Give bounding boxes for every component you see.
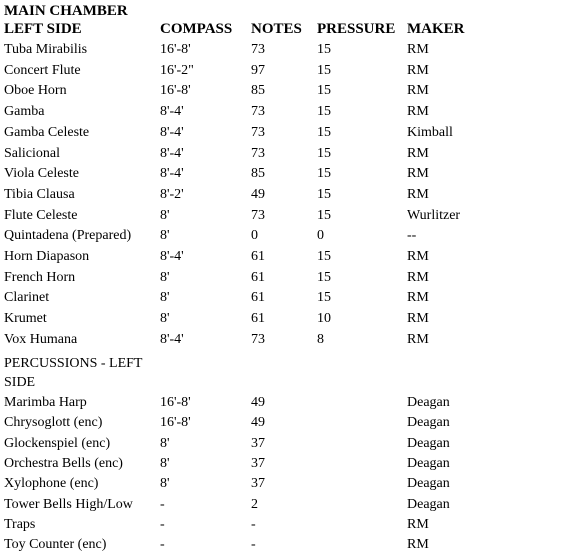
rank-compass: 16'-8' <box>160 395 191 410</box>
rank-name: Clarinet <box>4 290 50 306</box>
rank-notes: 37 <box>251 455 265 471</box>
table-row <box>0 247 576 267</box>
rank-compass: 8' <box>160 311 170 327</box>
rank-notes: 73 <box>251 124 265 140</box>
rank-compass: 8' <box>160 207 170 223</box>
table-row <box>0 102 576 122</box>
rank-maker: RM <box>407 290 429 306</box>
rank-name: Oboe Horn <box>4 83 67 99</box>
table-row <box>0 61 576 81</box>
compass-header: COMPASS <box>160 21 233 37</box>
pressure-header: PRESSURE <box>317 21 396 37</box>
rank-notes: 73 <box>251 42 265 57</box>
rank-maker: -- <box>407 228 417 244</box>
rank-compass: 8'-2' <box>160 186 184 202</box>
table-row <box>0 474 576 494</box>
rank-pressure: 0 <box>317 228 324 244</box>
rank-compass: 8' <box>160 455 170 471</box>
rank-maker: RM <box>407 83 429 99</box>
rank-notes: 85 <box>251 83 265 99</box>
table-row <box>0 185 576 205</box>
rank-notes: 73 <box>251 331 265 347</box>
table-row <box>0 206 576 226</box>
rank-name: Krumet <box>4 311 47 327</box>
rank-notes: 37 <box>251 476 265 492</box>
rank-pressure: 15 <box>317 186 331 202</box>
rank-notes: 2 <box>251 496 258 512</box>
rank-compass: 16'-8' <box>160 42 191 57</box>
table-row <box>0 515 576 535</box>
rank-pressure: 15 <box>317 124 331 140</box>
rank-pressure: 15 <box>317 62 331 78</box>
rank-name: Tower Bells High/Low <box>4 496 133 512</box>
chamber-title: MAIN CHAMBER <box>4 3 128 19</box>
rank-notes: 49 <box>251 415 265 431</box>
rank-pressure: 15 <box>317 290 331 306</box>
rank-maker: Deagan <box>407 435 450 451</box>
table-row <box>0 454 576 474</box>
rank-compass: 8'-4' <box>160 124 184 140</box>
rank-pressure: 15 <box>317 166 331 182</box>
rank-maker: Deagan <box>407 395 450 410</box>
rank-notes: 49 <box>251 186 265 202</box>
table-row <box>0 123 576 143</box>
rank-notes: 73 <box>251 104 265 120</box>
rank-name: Toy Counter (enc) <box>4 537 107 553</box>
rank-compass: 8' <box>160 435 170 451</box>
rank-name: Concert Flute <box>4 62 81 78</box>
rank-pressure: 15 <box>317 83 331 99</box>
rank-maker: RM <box>407 249 429 264</box>
table-row <box>0 535 576 555</box>
table-row <box>0 288 576 308</box>
table-row <box>0 434 576 454</box>
rank-name: Flute Celeste <box>4 207 78 223</box>
rank-maker: RM <box>407 311 429 327</box>
rank-name: Viola Celeste <box>4 166 79 182</box>
rank-compass: - <box>160 537 165 553</box>
rank-name: Chrysoglott (enc) <box>4 415 103 431</box>
rank-maker: Deagan <box>407 496 450 512</box>
table-row <box>0 495 576 515</box>
rank-name: Tibia Clausa <box>4 186 75 202</box>
table-row <box>0 81 576 101</box>
rank-compass: 8' <box>160 476 170 492</box>
table-row <box>0 144 576 164</box>
rank-notes: 97 <box>251 62 265 78</box>
rank-maker: RM <box>407 62 429 78</box>
rank-name: Gamba <box>4 104 45 120</box>
rank-maker: RM <box>407 269 429 285</box>
rank-maker: Deagan <box>407 455 450 471</box>
rank-pressure: 15 <box>317 249 331 264</box>
rank-maker: Wurlitzer <box>407 207 461 223</box>
rank-compass: - <box>160 516 165 532</box>
rank-notes: 61 <box>251 311 265 327</box>
table-row <box>0 268 576 288</box>
rank-maker: Kimball <box>407 124 453 140</box>
rank-maker: RM <box>407 145 429 161</box>
table-row <box>0 393 576 413</box>
rank-name: Orchestra Bells (enc) <box>4 455 123 471</box>
rank-name: Tuba Mirabilis <box>4 42 88 57</box>
table-row <box>0 226 576 246</box>
rank-pressure: 15 <box>317 104 331 120</box>
notes-header: NOTES <box>251 21 302 37</box>
rank-notes: 73 <box>251 145 265 161</box>
rank-maker: Deagan <box>407 476 450 492</box>
maker-header: MAKER <box>407 21 465 37</box>
table-row <box>0 40 576 60</box>
rank-compass: 16'-2" <box>160 62 194 78</box>
rank-name: Traps <box>4 516 36 532</box>
rank-maker: RM <box>407 104 429 120</box>
table-row <box>0 413 576 433</box>
rank-pressure: 15 <box>317 145 331 161</box>
rank-notes: 85 <box>251 166 265 182</box>
rank-name: Xylophone (enc) <box>4 476 99 492</box>
rank-pressure: 8 <box>317 331 324 347</box>
rank-compass: 16'-8' <box>160 83 191 99</box>
rank-maker: RM <box>407 537 429 553</box>
rank-pressure: 15 <box>317 207 331 223</box>
rank-notes: - <box>251 516 256 532</box>
rank-notes: 37 <box>251 435 265 451</box>
rank-pressure: 15 <box>317 42 331 57</box>
rank-compass: 8'-4' <box>160 145 184 161</box>
rank-maker: Deagan <box>407 415 450 431</box>
rank-compass: 8' <box>160 228 170 244</box>
rank-name: Quintadena (Prepared) <box>4 228 132 244</box>
rank-maker: RM <box>407 42 429 57</box>
rank-compass: 8'-4' <box>160 249 184 264</box>
rank-name: Gamba Celeste <box>4 124 90 140</box>
rank-compass: 8'-4' <box>160 166 184 182</box>
rank-name: Glockenspiel (enc) <box>4 435 111 451</box>
rank-notes: 61 <box>251 290 265 306</box>
percussions-heading: PERCUSSIONS - LEFT SIDE <box>4 356 143 390</box>
table-row <box>0 309 576 329</box>
rank-compass: 8' <box>160 269 170 285</box>
rank-notes: 73 <box>251 207 265 223</box>
rank-notes: - <box>251 537 256 553</box>
rank-maker: RM <box>407 331 429 347</box>
rank-notes: 61 <box>251 249 265 264</box>
rank-name: Marimba Harp <box>4 395 87 410</box>
rank-notes: 61 <box>251 269 265 285</box>
rank-maker: RM <box>407 516 429 532</box>
rank-name: French Horn <box>4 269 76 285</box>
rank-compass: 16'-8' <box>160 415 191 431</box>
rank-notes: 0 <box>251 228 258 244</box>
rank-name: Salicional <box>4 145 60 161</box>
rank-maker: RM <box>407 186 429 202</box>
side-header: LEFT SIDE <box>4 21 82 37</box>
rank-pressure: 10 <box>317 311 331 327</box>
rank-compass: 8'-4' <box>160 104 184 120</box>
rank-name: Horn Diapason <box>4 249 90 264</box>
rank-compass: 8'-4' <box>160 331 184 347</box>
rank-maker: RM <box>407 166 429 182</box>
table-row <box>0 330 576 350</box>
rank-pressure: 15 <box>317 269 331 285</box>
rank-compass: 8' <box>160 290 170 306</box>
rank-notes: 49 <box>251 395 265 410</box>
rank-compass: - <box>160 496 165 512</box>
table-row <box>0 164 576 184</box>
rank-name: Vox Humana <box>4 331 78 347</box>
